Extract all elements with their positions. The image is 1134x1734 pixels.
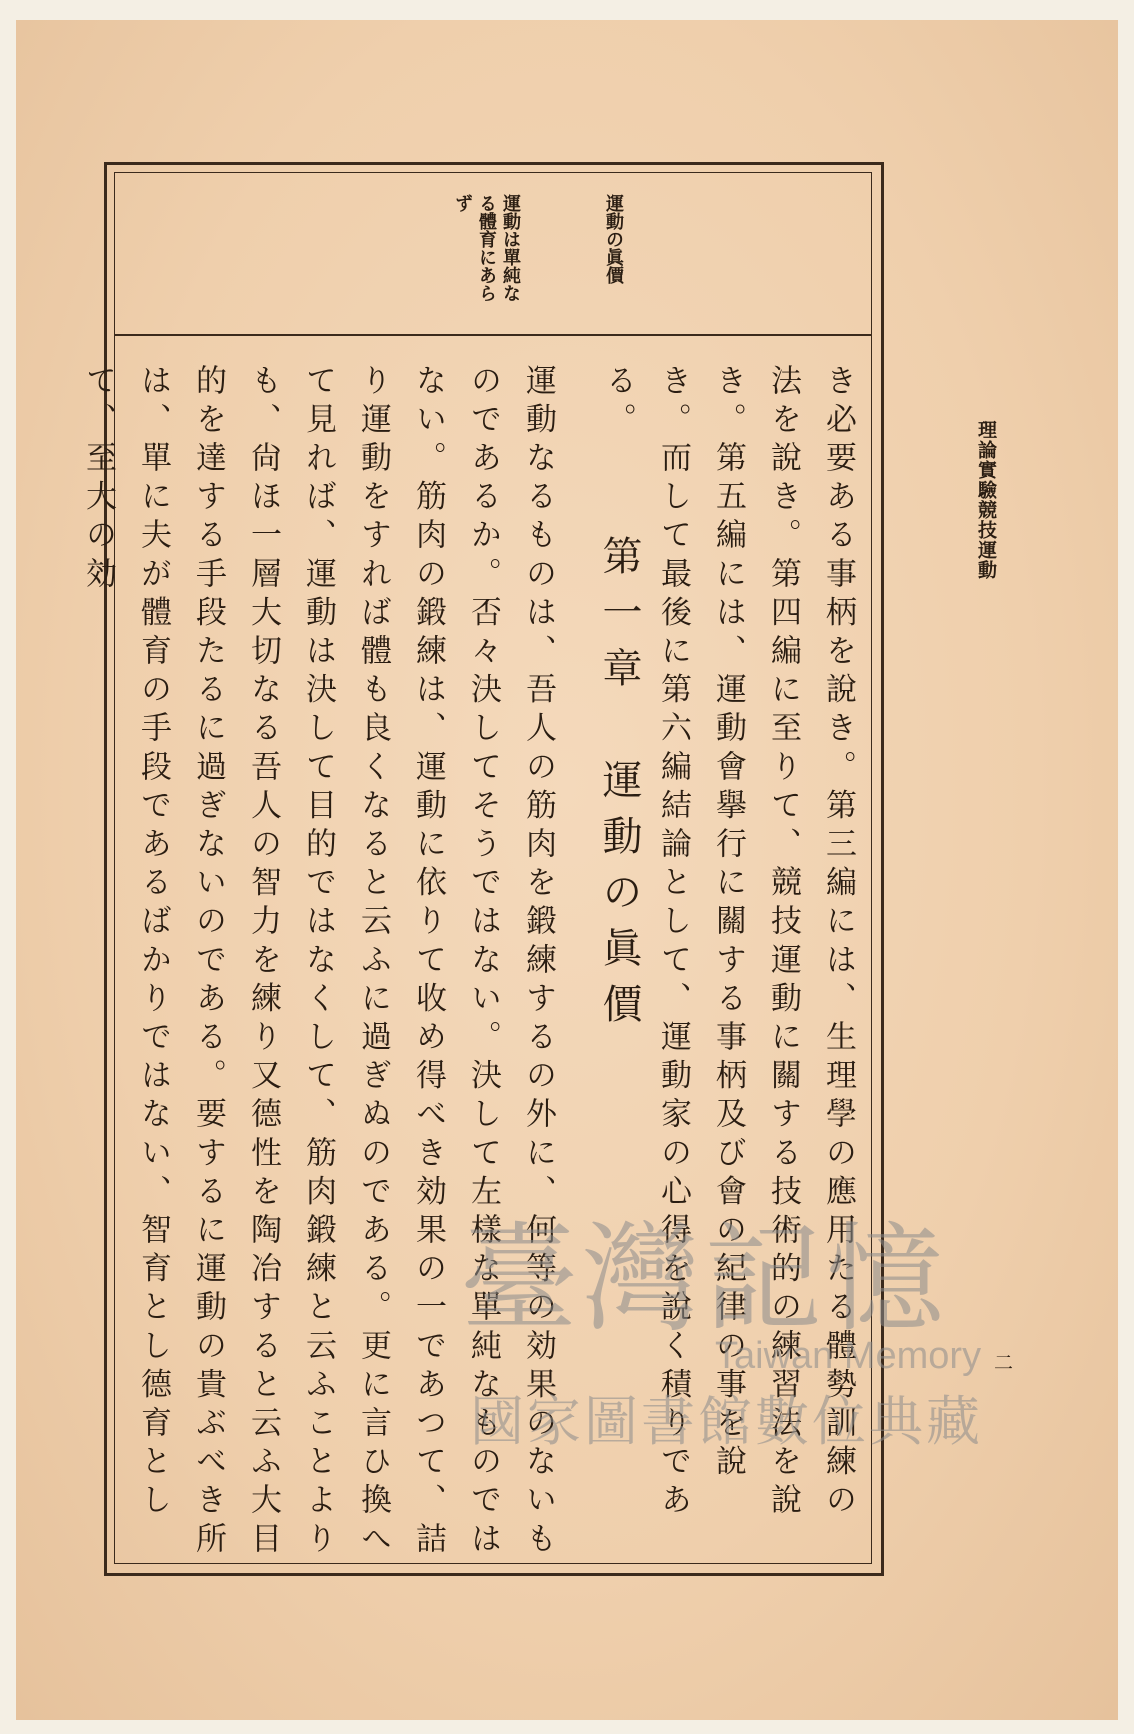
margin-heading-chapter: 運動の眞價 [603, 194, 624, 284]
watermark-latin: Taiwan Memory [715, 1335, 982, 1377]
intro-text: き必要ある事柄を說き。第三編には、生理學の應用たる體勢訓練の法を說き。第四編に至りて、競技運動に關する技術的の練習法を說き。第五編には、運動會擧行に關する事柄及び會の紀律の事を說き。而して最後に第六編結論として、運動家の心得を說く積りである。 [600, 364, 856, 1522]
chapter-title: 第一章 運動の眞價 [596, 535, 642, 1039]
margin-rule [114, 334, 871, 336]
page-number: 二 [994, 1352, 1014, 1374]
watermark-logo: 臺灣記憶 [460, 1210, 949, 1348]
library-watermark [460, 1190, 1040, 1480]
chapter-body-text: 運動なるものは、吾人の筋肉を鍛練するの外に、何等の効果のないものであるか。否々決してそうではない。決して左樣な單純なものではない。筋肉の鍛練は、運動に依りて收め得べき効果の一であつて、詰り運動をすれば體も良くなると云ふに過ぎぬのである。更に言ひ換へて見れば、運動は決して目的ではなくして、筋肉鍛練と云ふことよりも、尙ほ一層大切なる吾人の智力を練り又德性を陶冶すると云ふ大目的を達する手段たるに過ぎないのである。要するに運動の貴ぶべき所は、單に夫が體育の手段であるばかりではない、智育とし德育として、至大の効 [80, 364, 556, 1561]
running-header: 理論實驗競技運動 [975, 420, 997, 580]
margin-heading-note [442, 194, 522, 304]
margin-note-text: 運動は單純なる體育にあらず [452, 194, 521, 302]
watermark-subtitle: 國家圖書館數位典藏 [470, 1390, 983, 1453]
